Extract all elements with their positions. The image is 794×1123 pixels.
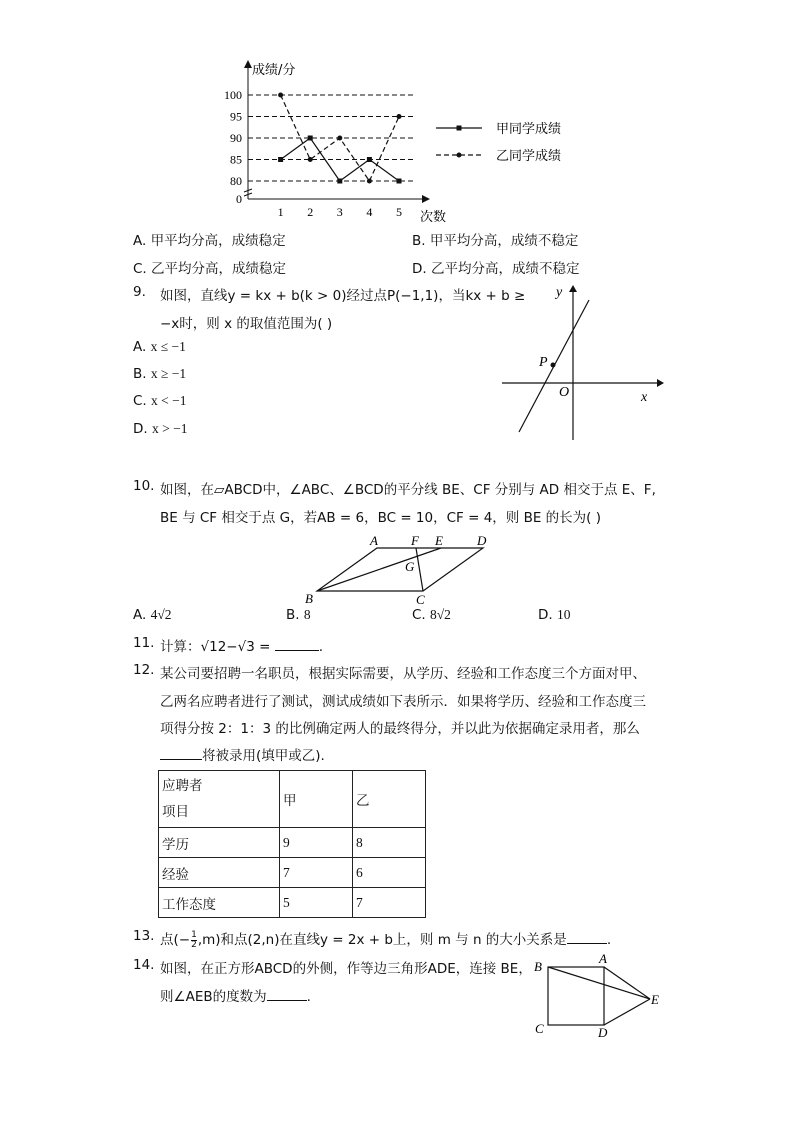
q10-label-c: C (416, 592, 425, 607)
legend-label-2: 乙同学成绩 (496, 149, 562, 164)
q10-figure (300, 530, 500, 608)
series-2-point (308, 157, 313, 162)
table-row: 工作态度 5 7 (159, 888, 426, 918)
q9-option-d: D. x > −1 (133, 421, 188, 437)
q14-segment-ae (604, 967, 650, 999)
q13-number: 13. (133, 928, 155, 944)
y-tick-label: 90 (230, 131, 242, 145)
q9-stem-line2: −x时，则 x 的取值范围为( ) (160, 316, 333, 332)
x-axis-arrow (422, 195, 430, 203)
q9-label-p: P (539, 355, 548, 370)
q13-fraction: $\frac{1}{2}$ (191, 929, 197, 950)
y-tick-label: 100 (224, 88, 242, 102)
q10-number: 10. (133, 478, 155, 494)
q14-answer-blank (267, 988, 307, 1001)
y-tick-label: 85 (230, 152, 242, 167)
q10-label-e: E (435, 533, 443, 548)
series-2-point (367, 179, 372, 184)
legend-label-1: 甲同学成绩 (496, 122, 562, 137)
table-row: 学历 9 8 (159, 828, 426, 858)
q14-segment-be (548, 967, 650, 999)
q10-label-g: G (405, 559, 415, 574)
series-1-point (278, 157, 283, 162)
q14-label-e: E (651, 992, 659, 1007)
q14-label-c: C (535, 1021, 544, 1036)
q14-segment-de (604, 999, 650, 1025)
x-tick-label: 1 (277, 205, 284, 219)
series-1-point (337, 179, 342, 184)
q12-stem-line3: 项得分按 2：1：3 的比例确定两人的最终得分，并以此为依据确定录用者，那么 (160, 721, 640, 737)
series-1-point (308, 136, 313, 141)
q13-stem: 点(− $\frac{1}{2}$ ,m)和点(2,n)在直线y = 2x + b上，则 m 与 n 的大小关系是 . (160, 929, 612, 950)
y-tick-label: 0 (236, 192, 242, 206)
series-2-point (397, 114, 402, 119)
q9-label-x: x (641, 390, 648, 405)
q11-answer-blank (275, 638, 319, 651)
series-1-point (397, 179, 402, 184)
legend-marker-2 (457, 153, 462, 158)
legend-marker-1 (457, 126, 462, 131)
x-tick-label: 5 (396, 205, 402, 219)
q9-stem-line1: 如图，直线y = kx + b(k > 0)经过点P(−1,1)，当kx + b ≥ (160, 288, 526, 304)
score-line-chart (220, 58, 600, 228)
q14-label-a: A (599, 953, 607, 966)
q14-stem-line2: 则∠AEB的度数为 . (160, 989, 311, 1005)
q14-figure (528, 953, 668, 1043)
q13-answer-blank (567, 931, 607, 944)
q10-label-f: F (411, 533, 419, 548)
q10-option-b: B. 8 (286, 607, 311, 623)
q12-number: 12. (133, 662, 155, 678)
q12-answer-blank (160, 747, 202, 760)
q9-option-b: B. x ≥ −1 (133, 366, 187, 382)
table-header-yi: 乙 (353, 771, 426, 828)
q10-stem-line2: BE 与 CF 相交于点 G，若AB = 6，BC = 10，CF = 4，则 BE 的长为( ) (160, 510, 601, 526)
q9-number: 9. (133, 284, 146, 300)
table-row (159, 771, 426, 828)
q8-option-c: C. 乙平均分高，成绩稳定 (133, 261, 287, 277)
q12-score-table (158, 770, 426, 918)
q11-stem: 计算：√12−√3 = . (160, 639, 323, 655)
series-2-point (337, 136, 342, 141)
q11-number: 11. (133, 635, 155, 651)
q9-point-p (551, 363, 556, 368)
table-header-corner: 应聘者 项目 (159, 771, 280, 828)
y-tick-label: 80 (230, 174, 242, 188)
q14-label-b: B (534, 959, 542, 974)
q8-option-b: B. 甲平均分高，成绩不稳定 (412, 233, 579, 249)
q10-parallelogram (317, 548, 483, 591)
q8-option-d: D. 乙平均分高，成绩不稳定 (412, 261, 580, 277)
x-tick-label: 3 (336, 205, 343, 219)
q9-label-o: O (559, 385, 570, 400)
q9-x-arrow (657, 379, 664, 387)
q14-label-d: D (598, 1025, 608, 1040)
table-row: 经验 7 6 (159, 858, 426, 888)
q10-stem-line1: 如图，在▱ABCD中，∠ABC、∠BCD的平分线 BE、CF 分别与 AD 相交于点 E、F, (160, 482, 656, 498)
q8-option-a: A. 甲平均分高，成绩稳定 (133, 233, 286, 249)
q10-label-d: D (477, 533, 487, 548)
q10-option-c: C. 8√2 (412, 607, 451, 623)
series-1-point (367, 157, 372, 162)
q12-stem-line2: 乙两名应聘者进行了测试，测试成绩如下表所示．如果将学历、经验和工作态度三 (160, 694, 646, 710)
y-axis-arrow (244, 60, 252, 68)
q9-option-c: C. x < −1 (133, 393, 187, 409)
x-axis-label: 次数 (420, 210, 447, 225)
q10-label-a: A (370, 533, 378, 548)
y-tick-label: 95 (230, 109, 242, 124)
q10-label-b: B (305, 591, 313, 606)
q12-stem-line4: 将被录用(填甲或乙). (160, 744, 325, 764)
q9-figure (495, 280, 665, 445)
series-2-point (278, 93, 283, 98)
q9-label-y: y (556, 285, 563, 300)
q9-option-a: A. x ≤ −1 (133, 339, 186, 355)
q14-number: 14. (133, 957, 155, 973)
y-axis-label: 成绩/分 (252, 63, 296, 78)
q10-option-a: A. 4√2 (133, 607, 172, 623)
q9-y-arrow (569, 285, 577, 292)
q12-stem-line1: 某公司要招聘一名职员，根据实际需要，从学历、经验和工作态度三个方面对甲、 (160, 666, 646, 682)
table-header-jia: 甲 (280, 771, 353, 828)
q14-stem-line1: 如图，在正方形ABCD的外侧，作等边三角形ADE，连接 BE， (160, 961, 532, 977)
x-tick-label: 4 (366, 205, 373, 219)
x-tick-label: 2 (307, 205, 314, 219)
q10-option-d: D. 10 (538, 607, 571, 623)
